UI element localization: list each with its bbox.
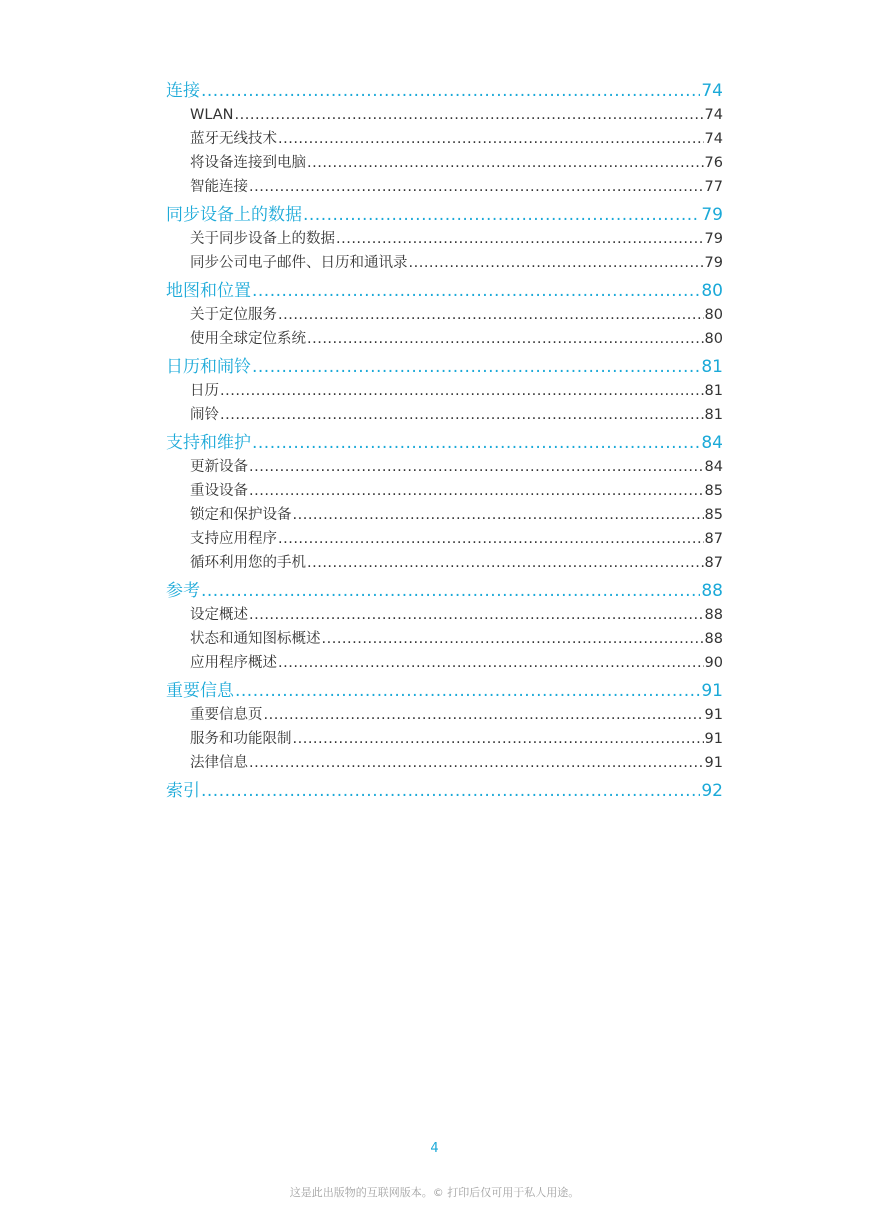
toc-heading[interactable] [166,355,723,379]
dot-leader [307,151,704,175]
toc-item-page: 80 [704,307,723,323]
toc-section [166,279,723,351]
toc-item-label: 重设设备 [190,483,248,499]
dot-leader [249,479,704,503]
toc-item-page: 91 [704,755,723,771]
toc-item-label: 状态和通知图标概述 [190,631,321,647]
toc-item-label: 关于定位服务 [190,307,277,323]
dot-leader [293,503,704,527]
toc-item-page: 79 [704,231,723,247]
toc-heading[interactable] [166,279,723,303]
dot-leader [322,627,704,651]
toc-item[interactable] [166,151,723,175]
toc-heading-title: 重要信息 [166,681,234,701]
toc-heading-page: 79 [701,205,723,225]
toc-heading-title: 连接 [166,81,200,101]
toc-item-page: 85 [704,507,723,523]
toc-heading[interactable] [166,203,723,227]
toc-heading-title: 日历和闹铃 [166,357,251,377]
toc-item-label: 同步公司电子邮件、日历和通讯录 [190,255,408,271]
toc-item[interactable] [166,327,723,351]
toc-section [166,79,723,199]
toc-heading[interactable] [166,579,723,603]
toc-heading-title: 索引 [166,781,200,801]
toc-item-label: 服务和功能限制 [190,731,292,747]
toc-heading-page: 91 [701,681,723,701]
toc-item-label: 蓝牙无线技术 [190,131,277,147]
toc-heading[interactable] [166,679,723,703]
toc-heading-page: 80 [701,281,723,301]
toc-item[interactable] [166,227,723,251]
toc-item-page: 91 [704,731,723,747]
toc-section [166,679,723,775]
toc-item-label: 应用程序概述 [190,655,277,671]
toc-item-label: 智能连接 [190,179,248,195]
toc-item[interactable] [166,503,723,527]
toc-item[interactable] [166,527,723,551]
toc-item[interactable] [166,603,723,627]
page-number: 4 [430,1141,439,1156]
toc-item-label: 更新设备 [190,459,248,475]
toc-item[interactable] [166,479,723,503]
toc-item[interactable] [166,127,723,151]
toc-item-page: 91 [704,707,723,723]
toc-item-label: 设定概述 [190,607,248,623]
dot-leader [249,175,704,199]
toc-item-page: 90 [704,655,723,671]
toc-item[interactable] [166,703,723,727]
toc-item-page: 88 [704,607,723,623]
dot-leader [307,551,704,575]
toc-item-label: WLAN [190,107,234,123]
toc-item-page: 76 [704,155,723,171]
dot-leader [249,603,704,627]
dot-leader [278,127,704,151]
dot-leader [201,579,700,603]
toc-item-label: 重要信息页 [190,707,263,723]
toc-section [166,203,723,275]
dot-leader [249,751,704,775]
dot-leader [235,679,700,703]
toc-item[interactable] [166,455,723,479]
toc-item-label: 循环利用您的手机 [190,555,306,571]
toc-item-page: 84 [704,459,723,475]
dot-leader [278,303,704,327]
toc-item-page: 85 [704,483,723,499]
dot-leader [307,327,704,351]
toc-section [166,779,723,803]
toc-item-label: 使用全球定位系统 [190,331,306,347]
dot-leader [264,703,704,727]
toc-section [166,431,723,575]
dot-leader [252,279,700,303]
dot-leader [303,203,700,227]
toc-heading[interactable] [166,779,723,803]
toc-item[interactable] [166,251,723,275]
toc-item[interactable] [166,727,723,751]
toc-section [166,579,723,675]
toc-item[interactable] [166,627,723,651]
toc-section [166,355,723,427]
toc-item-label: 锁定和保护设备 [190,507,292,523]
toc-item-page: 74 [704,107,723,123]
toc-item-label: 日历 [190,383,219,399]
toc-heading-page: 84 [701,433,723,453]
dot-leader [220,403,704,427]
toc-heading-page: 74 [701,81,723,101]
table-of-contents [166,79,723,807]
toc-heading-page: 92 [701,781,723,801]
toc-item-label: 法律信息 [190,755,248,771]
toc-item-label: 关于同步设备上的数据 [190,231,335,247]
dot-leader [293,727,704,751]
toc-heading-title: 地图和位置 [166,281,251,301]
toc-item[interactable] [166,551,723,575]
toc-item-label: 将设备连接到电脑 [190,155,306,171]
toc-item-label: 支持应用程序 [190,531,277,547]
toc-item[interactable] [166,651,723,675]
toc-heading-title: 支持和维护 [166,433,251,453]
toc-heading-title: 参考 [166,581,200,601]
toc-item[interactable] [166,103,723,127]
toc-item[interactable] [166,379,723,403]
toc-heading-page: 81 [701,357,723,377]
toc-heading-page: 88 [701,581,723,601]
toc-item-label: 闹铃 [190,407,219,423]
toc-item-page: 81 [704,383,723,399]
toc-item-page: 79 [704,255,723,271]
dot-leader [235,103,704,127]
dot-leader [278,527,704,551]
dot-leader [201,779,700,803]
toc-item-page: 77 [704,179,723,195]
toc-heading-title: 同步设备上的数据 [166,205,302,225]
toc-item[interactable] [166,175,723,199]
toc-item-page: 87 [704,555,723,571]
toc-item-page: 88 [704,631,723,647]
toc-item[interactable] [166,751,723,775]
toc-item-page: 81 [704,407,723,423]
toc-item[interactable] [166,303,723,327]
footer-note: 这是此出版物的互联网版本。© 打印后仅可用于私人用途。 [289,1186,580,1199]
dot-leader [220,379,704,403]
dot-leader [278,651,704,675]
dot-leader [249,455,704,479]
toc-heading[interactable] [166,431,723,455]
toc-item-page: 74 [704,131,723,147]
toc-item[interactable] [166,403,723,427]
dot-leader [252,355,700,379]
dot-leader [336,227,704,251]
toc-heading[interactable] [166,79,723,103]
dot-leader [252,431,700,455]
dot-leader [201,79,700,103]
toc-item-page: 80 [704,331,723,347]
dot-leader [409,251,704,275]
toc-item-page: 87 [704,531,723,547]
